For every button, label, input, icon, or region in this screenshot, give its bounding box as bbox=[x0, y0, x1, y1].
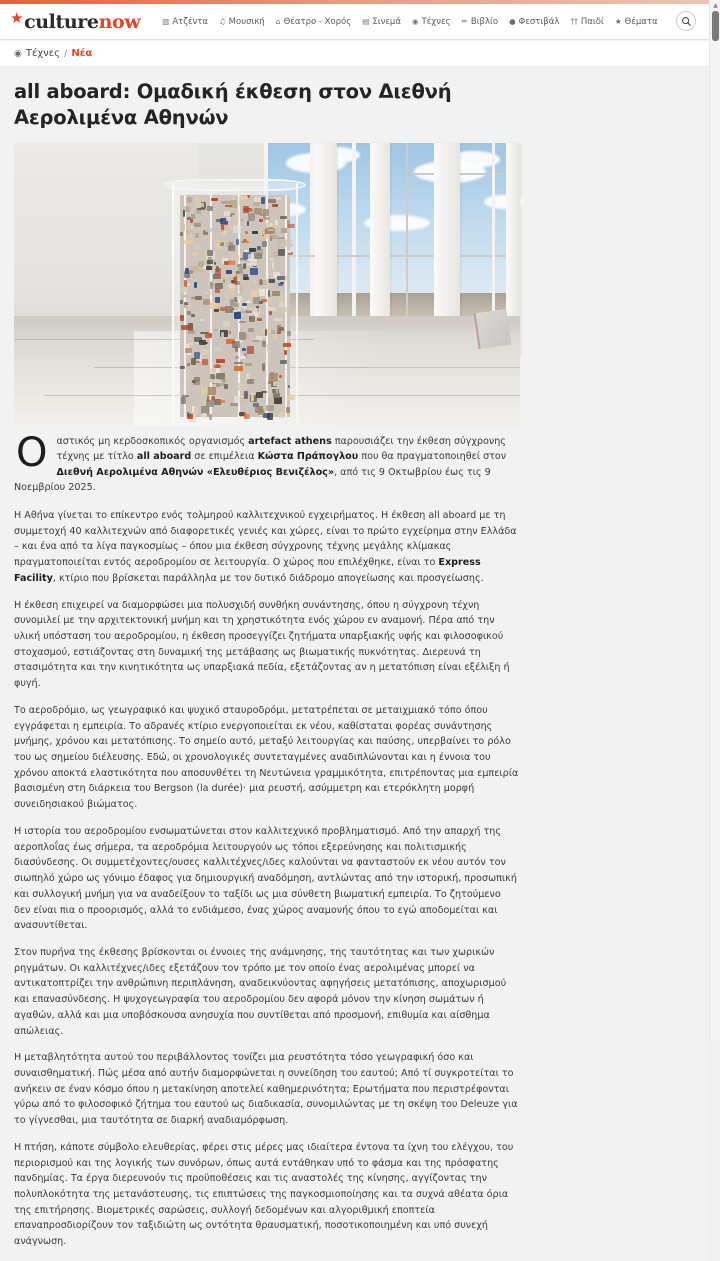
sculpture-object bbox=[250, 268, 258, 274]
sculpture-object bbox=[242, 303, 247, 307]
breadcrumb-category[interactable]: Τέχνες bbox=[25, 48, 61, 59]
sculpture-object bbox=[194, 245, 201, 250]
sculpture-object bbox=[214, 380, 221, 383]
sculpture-object bbox=[195, 296, 202, 301]
nav-item-mousiki[interactable] bbox=[219, 17, 265, 27]
scroll-up-arrow-icon[interactable]: ▲ bbox=[713, 2, 718, 9]
sculpture-object bbox=[241, 219, 243, 221]
nav-item-festival[interactable] bbox=[509, 17, 559, 27]
window-transom bbox=[412, 173, 520, 175]
sculpture-object bbox=[247, 379, 254, 384]
sculpture-object bbox=[251, 396, 253, 403]
main-navigation bbox=[162, 17, 657, 27]
sculpture-object bbox=[244, 391, 248, 399]
sculpture-object bbox=[207, 387, 216, 395]
window-transom bbox=[266, 255, 520, 257]
sculpture-object bbox=[229, 242, 233, 248]
sculpture-object bbox=[278, 249, 284, 257]
nav-label: Φεστιβάλ bbox=[518, 16, 560, 27]
sculpture-object bbox=[197, 208, 205, 211]
sculpture-object bbox=[238, 267, 243, 274]
sculpture-object bbox=[210, 374, 214, 379]
nav-label: Μουσική bbox=[228, 16, 265, 27]
film-camera-icon: ▤ bbox=[362, 16, 370, 26]
calendar-icon: ▥ bbox=[162, 16, 170, 26]
sculpture-object bbox=[180, 287, 187, 291]
theater-masks-icon: ⌂ bbox=[275, 16, 281, 26]
nav-item-paidi[interactable] bbox=[570, 17, 603, 27]
sculpture-object bbox=[192, 252, 198, 256]
nav-label: Παιδί bbox=[580, 16, 604, 27]
sculpture-object bbox=[187, 326, 191, 329]
sculpture-object bbox=[210, 282, 213, 289]
sculpture-object bbox=[191, 314, 195, 317]
sculpture-object bbox=[243, 201, 245, 203]
sculpture-object bbox=[273, 393, 281, 398]
sculpture-object bbox=[239, 321, 246, 323]
sculpture-object bbox=[268, 297, 272, 303]
sculpture-object bbox=[262, 241, 268, 247]
nav-label: Θέατρο - Χορός bbox=[283, 16, 352, 27]
article-paragraph: Η Αθήνα γίνεται το επίκεντρο ενός τολμηρού καλλιτεχνικού εγχειρήματος. Η έκθεση all aboard με τη συμμετοχή 40 καλλιτεχνών από διαφορετικές γενιές και χώρες, είναι το πρώτο εγχείρημα στην Ελλάδα – και ένα από τα λίγα παγκοσμίως – όπου μια έκθεση σύγχρονης τέχνης μεγάλης κλίμακας πραγματοποιείται εντός αεροδρομίου σε λειτουργία. Ο χώρος που επιλέχθηκε, είναι το Express Facility, κτίριο που βρίσκεται παράλληλα με τον δυτικό διάδρομο απογείωσης και προσγείωσης. bbox=[14, 509, 517, 584]
sculpture-object bbox=[225, 205, 232, 208]
sculpture-object bbox=[215, 268, 221, 275]
sculpture-object bbox=[219, 354, 221, 357]
sculpture-object bbox=[187, 283, 190, 286]
site-header bbox=[0, 4, 709, 40]
sculpture-object bbox=[195, 233, 199, 238]
sculpture-object bbox=[189, 270, 194, 275]
sculpture-object bbox=[186, 207, 190, 212]
lead-text: αστικός μη κερδοσκοπικός οργανισμός artefact athens παρουσιάζει την έκθεση σύγχρονης τέχνης με τίτλο all aboard σε επιμέλεια Κώστα Πράπογλου που θα πραγματοποιηθεί στον Διεθνή Αερολιμένα Αθηνών «Ελευθέριος Βενιζέλος», από τις 9 Οκτωβρίου έως τις 9 Νοεμβρίου 2025. bbox=[14, 435, 507, 494]
sculpture-object bbox=[215, 283, 223, 288]
sculpture-object bbox=[244, 413, 247, 419]
sculpture-object bbox=[239, 196, 248, 200]
sculpture-hanging-objects bbox=[180, 195, 290, 417]
window-mullion bbox=[406, 143, 408, 343]
sculpture-object bbox=[247, 306, 256, 311]
sculpture-object bbox=[224, 384, 228, 389]
sculpture-object bbox=[268, 290, 270, 296]
sculpture-object bbox=[273, 252, 278, 258]
sculpture-object bbox=[217, 206, 220, 209]
sculpture-object bbox=[225, 306, 233, 313]
sculpture-object bbox=[185, 348, 191, 353]
search-icon bbox=[681, 16, 692, 27]
sculpture-object bbox=[270, 336, 273, 341]
sculpture-object bbox=[234, 312, 241, 319]
sculpture-object bbox=[224, 261, 229, 265]
sculpture-object bbox=[286, 244, 293, 247]
sculpture-object bbox=[205, 228, 212, 232]
sculpture-object bbox=[197, 310, 202, 318]
sculpture-object bbox=[279, 327, 284, 331]
sculpture-object bbox=[224, 411, 228, 413]
sculpture-object bbox=[215, 297, 220, 303]
article-paragraph: Η πτήση, κάποτε σύμβολο ελευθερίας, φέρει στις μέρες μας ιδιαίτερα έντονα τα ίχνη του ελέγχου, του περιορισμού και της λογικής των συνόρων, όπως αυτά εντάθηκαν υπό το φάσμα και της πρόσφατης πανδημίας. Τα έργα διερευνούν τις προϋποθέσεις και τις αναστολές της κίνησης, αγγίζοντας την πολυπλοκότητα της μετανάστευσης, τις επιπτώσεις της παγκοσμιοποίησης και τα συχνά αθέατα όρια της επιτήρησης. Βιομετρικές σαρώσεις, συλλογή δεδομένων και αλγοριθμική εποπτεία επαναπροσδιορίζουν τον ταξιδιώτη ως οντότητα θραυσματική, ποσοτικοποιημένη και υπό συνεχή ανάγνωση. bbox=[14, 1141, 514, 1248]
sculpture-object bbox=[281, 228, 287, 232]
sculpture-object bbox=[247, 346, 254, 354]
sculpture-object bbox=[234, 362, 243, 364]
sculpture-object bbox=[262, 341, 266, 347]
sculpture-object bbox=[180, 366, 185, 369]
sculpture-object bbox=[246, 414, 250, 419]
sculpture-object bbox=[233, 225, 242, 233]
breadcrumb-separator: / bbox=[64, 48, 68, 59]
sculpture-object bbox=[252, 340, 259, 342]
sculpture-object bbox=[284, 350, 287, 355]
sculpture-object bbox=[190, 232, 192, 237]
sculpture-object bbox=[211, 198, 217, 201]
sculpture-object bbox=[268, 199, 276, 204]
eye-icon: ◉ bbox=[14, 48, 22, 59]
star-icon: ★ bbox=[10, 9, 24, 27]
sculpture-object bbox=[267, 350, 271, 353]
sculpture-object bbox=[280, 216, 287, 219]
article-paragraph: Το αεροδρόμιο, ως γεωγραφικό και ψυχικό σταυροδρόμι, μετατρέπεται σε μεταιχμιακό τόπο όπου εγγράφεται η εμπειρία. Το αδρανές κτίριο ενεργοποιείται εκ νέου, καθίσταται φορέας συνάντησης μνήμης, χρόνου και μετατόπισης. Το σημείο αυτό, μεταξύ λειτουργίας και παύσης, υπερβαίνει το ρόλο του ως σημείου διέλευσης. Εδώ, οι χρονολογικές συντεταγμένες αναδιπλώνονται και η έννοια του χρόνου αποκτά ελαστικότητα που αποσυνθέτει τη Νευτώνεια γραμμικότητα, επιτρέποντας μια εμπειρία βασισμένη στη διάρκεια του Bergson (la durée)· μια ρευστή, ασύμμετρη και ετερόκλητη μορφή συνειδησιακού βιώματος. bbox=[14, 704, 519, 811]
sculpture-object bbox=[287, 395, 294, 400]
sculpture-object bbox=[198, 261, 204, 267]
nav-label: Θέματα bbox=[624, 16, 658, 27]
sculpture-object bbox=[257, 246, 261, 249]
sculpture-object bbox=[239, 332, 247, 339]
sculpture-object bbox=[234, 213, 239, 219]
sculpture-object bbox=[187, 197, 192, 202]
sculpture-object bbox=[207, 250, 213, 256]
sculpture-object bbox=[202, 359, 207, 364]
sculpture-object bbox=[249, 209, 252, 212]
sculpture-object bbox=[283, 343, 291, 347]
sculpture-object bbox=[197, 203, 205, 207]
sculpture-object bbox=[232, 269, 236, 277]
sculpture-object bbox=[277, 239, 286, 247]
sculpture-object bbox=[279, 375, 282, 378]
sculpture-object bbox=[181, 397, 186, 404]
sculpture-object bbox=[273, 382, 280, 386]
sculpture-object bbox=[190, 219, 193, 223]
sculpture-object bbox=[287, 250, 291, 253]
sculpture-object bbox=[269, 311, 273, 315]
eye-icon: ◉ bbox=[411, 16, 419, 26]
sculpture-object bbox=[258, 409, 264, 414]
sculpture-object bbox=[277, 276, 285, 280]
sculpture-object bbox=[226, 270, 232, 274]
sculpture-object bbox=[259, 219, 263, 222]
sculpture-object bbox=[280, 360, 287, 364]
sculpture-object bbox=[194, 223, 201, 228]
sculpture-object bbox=[253, 261, 257, 266]
sculpture-object bbox=[262, 363, 265, 371]
breadcrumb bbox=[0, 41, 709, 67]
sculpture-object bbox=[274, 318, 282, 322]
sculpture-object bbox=[248, 294, 251, 301]
sculpture-object bbox=[240, 356, 246, 360]
nav-label: Τέχνες bbox=[421, 16, 451, 27]
sculpture-object bbox=[207, 206, 214, 211]
site-logo[interactable] bbox=[10, 11, 140, 33]
book-icon: ✏ bbox=[461, 16, 468, 26]
article-hero-image bbox=[14, 143, 520, 426]
sculpture-object bbox=[188, 330, 195, 334]
drop-cap: Ο bbox=[16, 429, 48, 476]
sculpture-object bbox=[270, 372, 274, 379]
nav-item-vivlio[interactable] bbox=[462, 17, 499, 27]
sculpture-object bbox=[215, 288, 220, 292]
sculpture-object bbox=[214, 365, 221, 368]
sculpture-object bbox=[184, 240, 192, 243]
kids-icon: †† bbox=[570, 16, 578, 26]
sculpture-object bbox=[272, 204, 278, 207]
sculpture-object bbox=[239, 285, 243, 292]
sculpture-object bbox=[274, 397, 282, 404]
sculpture-object bbox=[191, 226, 193, 229]
sculpture-object bbox=[253, 202, 260, 207]
sculpture-object bbox=[282, 307, 287, 313]
sculpture-object bbox=[267, 413, 274, 421]
article-lead-paragraph bbox=[14, 429, 520, 496]
sculpture-object bbox=[261, 197, 265, 204]
article-paragraph: Στον πυρήνα της έκθεσης βρίσκονται οι έννοιες της ανάμνησης, της ταυτότητας και των χωρικών ρηγμάτων. Οι καλλιτέχνες/ιδες εξετάζουν τον τρόπο με τον οποίο ένας αερολιμένας μπορεί να αντικατοπτρίζει την ανθρώπινη περιπλάνηση, αναδεικνύοντας αφηγήσεις μετατόπισης, αποχωρισμού και επανασύνδεσης. Η ψυχογεωγραφία του αεροδρομίου δεν αφορά μόνον την κίνηση σωμάτων ή αγαθών, αλλά και μια υποβόσκουσα ανησυχία που συντίθεται από προσμονή, επιθυμία και αίσθημα απώλειας. bbox=[14, 946, 507, 1037]
sculpture-object bbox=[268, 229, 274, 231]
sculpture-object bbox=[223, 279, 226, 283]
nav-item-technes[interactable] bbox=[412, 17, 451, 27]
page-scrollbar[interactable] bbox=[709, 0, 720, 1040]
sculpture-object bbox=[214, 240, 222, 243]
sculpture-object bbox=[221, 232, 225, 237]
article-paragraph: Η έκθεση επιχειρεί να διαμορφώσει μια πολυσχιδή συνθήκη συνάντησης, όπου η σύγχρονη τέχνη συνομιλεί με την αρχιτεκτονική μνήμη και τη χρηστικότητα ενός χώρου εν αναμονή. Πέρα από την υλική υπόσταση του αεροδρομίου, η έκθεση προσεγγίζει ζητήματα υπαρξιακής υφής και φιλοσοφικού στοχασμού, εστιάζοντας στη δυναμική της μετάβασης ως βιωματικής πυκνότητας. Διερευνά τη στασιμότητα και την κινητικότητα ως υπαρξιακά πεδία, εξετάζοντας αν η μετατόπιση είναι εξέλιξη ή φυγή. bbox=[14, 599, 510, 690]
sculpture-object bbox=[209, 414, 212, 420]
sculpture-object bbox=[243, 263, 246, 269]
breadcrumb-current[interactable]: Νέα bbox=[71, 48, 93, 59]
sculpture-object bbox=[201, 387, 208, 394]
sculpture-object bbox=[235, 356, 239, 359]
sculpture-object bbox=[232, 341, 240, 347]
sculpture-object bbox=[180, 315, 184, 321]
sculpture-object bbox=[205, 333, 212, 338]
sculpture-object bbox=[280, 282, 284, 284]
sculpture-object bbox=[236, 239, 238, 245]
sculpture-object bbox=[238, 383, 244, 391]
sculpture-object bbox=[252, 231, 258, 234]
sculpture-object bbox=[194, 377, 201, 383]
sculpture-object bbox=[213, 408, 217, 412]
sculpture-object bbox=[259, 301, 263, 304]
sculpture-object bbox=[247, 263, 252, 266]
sculpture-object bbox=[224, 211, 230, 216]
sculpture-object bbox=[200, 349, 208, 355]
sculpture-object bbox=[241, 241, 249, 243]
sculpture-object bbox=[248, 328, 254, 332]
sculpture-object bbox=[269, 235, 277, 239]
sculpture-object bbox=[247, 221, 250, 226]
sculpture-object bbox=[248, 213, 256, 220]
sculpture-object bbox=[199, 340, 206, 345]
sculpture-object bbox=[184, 344, 190, 348]
sculpture-object bbox=[223, 301, 228, 303]
sculpture-object bbox=[187, 363, 190, 366]
sculpture-object bbox=[191, 358, 196, 365]
sculpture-object bbox=[230, 299, 234, 305]
sculpture-object bbox=[220, 400, 225, 403]
sculpture-object bbox=[266, 223, 270, 228]
nav-item-theatro-horos[interactable] bbox=[276, 17, 351, 27]
hanging-artwork bbox=[474, 309, 512, 349]
page-title: all aboard: Ομαδική έκθεση στον Διεθνή Αερολιμένα Αθηνών bbox=[14, 80, 452, 129]
sculpture-object bbox=[229, 331, 231, 334]
sculpture-object bbox=[254, 280, 256, 285]
sculpture-object bbox=[180, 232, 183, 236]
sculpture-object bbox=[187, 413, 190, 416]
sculpture-object bbox=[187, 371, 190, 378]
sculpture-object bbox=[286, 407, 290, 413]
sculpture-object bbox=[230, 403, 238, 407]
sculpture-object bbox=[216, 373, 225, 379]
sculpture-object bbox=[214, 329, 218, 331]
sculpture-object bbox=[205, 292, 212, 294]
sculpture-object bbox=[191, 318, 195, 321]
sculpture-object bbox=[226, 217, 231, 221]
scrollbar-thumb[interactable] bbox=[712, 11, 719, 41]
music-note-icon: ♫ bbox=[218, 16, 226, 26]
sculpture-object bbox=[208, 257, 212, 260]
sculpture-object bbox=[200, 319, 205, 321]
sculpture-object bbox=[221, 332, 224, 339]
sculpture-top-ring bbox=[164, 179, 306, 191]
sculpture-object bbox=[221, 201, 230, 203]
sculpture-object bbox=[242, 348, 246, 351]
sculpture-object bbox=[224, 275, 230, 277]
article-paragraph: Η μεταβλητότητα αυτού του περιβάλλοντος τονίζει μια ρευστότητα τόσο γεωγραφική όσο και συναισθηματική. Πώς μέσα από αυτήν διαμορφώνεται η συνείδηση του εαυτού; Από τί συγκροτείται το ανήκειν σε έναν κόσμο όπου η μετακίνηση αποτελεί καθημερινότητα; Ερωτήματα που περιστρέφονται γύρω από το φιλοσοφικό ζήτημα του εαυτού ως διαδικασία, συνομιλώντας με τη σκέψη του Deleuze για το γίγνεσθαι, μια ταυτότητα σε διαρκή αναδιαμόρφωση. bbox=[14, 1052, 518, 1127]
window-mullion bbox=[352, 143, 356, 343]
sculpture-object bbox=[194, 407, 198, 414]
hero-illustration bbox=[14, 143, 520, 426]
sculpture-object bbox=[258, 328, 261, 331]
sculpture-object bbox=[180, 294, 185, 298]
sculpture-object bbox=[207, 396, 209, 402]
nav-item-themata[interactable] bbox=[615, 17, 658, 27]
sculpture-object bbox=[231, 255, 238, 261]
article-body bbox=[14, 508, 695, 1250]
sculpture-object bbox=[180, 300, 183, 304]
article-container bbox=[0, 67, 709, 1261]
sculpture-object bbox=[271, 224, 276, 228]
sculpture-object bbox=[272, 262, 274, 268]
sculpture-object bbox=[254, 253, 262, 259]
sculpture-object bbox=[216, 359, 224, 364]
star-icon: ★ bbox=[614, 16, 622, 26]
logo-text-culture: culture bbox=[24, 10, 99, 33]
nav-item-atzenta[interactable] bbox=[162, 17, 208, 27]
sculpture-object bbox=[271, 330, 275, 334]
sculpture-object bbox=[194, 282, 197, 288]
sculpture-object bbox=[254, 208, 263, 214]
logo-text-now: now bbox=[98, 10, 141, 33]
sculpture-object bbox=[288, 224, 295, 226]
sculpture-object bbox=[243, 277, 249, 280]
article-paragraph: Η ιστορία του αεροδρομίου ενσωματώνεται στον καλλιτεχνικό προβληματισμό. Από την απαρχή της αεροπλοΐας έως σήμερα, τα αεροδρόμια λειτουργούν ως τόποι εξερεύνησης και πολιτισμικής διασύνδεσης. Οι συμμετέχοντες/ουσες καλλιτέχνες/ιδες καλούνται να φανταστούν εκ νέου αυτόν τον σιωπηλό χώρο ως γόνιμο έδαφος για δημιουργική αναδόμηση, αντλώντας από την ιστορική, προσωπική και συλλογική μνήμη για να αναδείξουν το ταξίδι ως μια σύνθετη βιωματική εμπειρία. Το ζητούμενο δεν είναι πια ο προορισμός, αλλά το ενδιάμεσο, ένας χώρος αναμονής όπου το εγώ αποδομείται και ανασυντίθεται. bbox=[14, 825, 517, 932]
sculpture-object bbox=[269, 258, 274, 261]
nav-label: Βιβλίο bbox=[470, 16, 499, 27]
sculpture-object bbox=[245, 363, 252, 366]
sculpture-object bbox=[272, 291, 280, 296]
nav-label: Σινεμά bbox=[372, 16, 401, 27]
sculpture-object bbox=[275, 406, 283, 411]
sculpture-object bbox=[249, 248, 256, 251]
sculpture-object bbox=[288, 385, 291, 389]
sculpture-object bbox=[245, 231, 248, 234]
sculpture-object bbox=[214, 347, 222, 351]
sculpture-object bbox=[207, 260, 214, 264]
sculpture-object bbox=[236, 307, 244, 310]
sculpture-object bbox=[202, 413, 207, 417]
festival-icon: ● bbox=[509, 16, 516, 26]
sculpture-object bbox=[187, 311, 191, 316]
sculpture-object bbox=[264, 234, 270, 240]
sculpture-object bbox=[287, 331, 290, 336]
sculpture-object bbox=[257, 318, 262, 322]
nav-item-sinema[interactable] bbox=[362, 17, 401, 27]
sculpture-object bbox=[263, 213, 267, 219]
sculpture-object bbox=[279, 412, 283, 418]
sculpture-object bbox=[224, 225, 232, 230]
sculpture-object bbox=[263, 278, 270, 286]
nav-label: Ατζέντα bbox=[172, 16, 208, 27]
sculpture-object bbox=[266, 405, 274, 411]
floor-seam bbox=[94, 367, 520, 368]
search-button[interactable] bbox=[676, 11, 696, 31]
sculpture-object bbox=[228, 288, 235, 294]
sculpture-object bbox=[184, 305, 191, 309]
sculpture-object bbox=[259, 289, 265, 296]
sculpture-object bbox=[223, 321, 230, 327]
sculpture-object bbox=[234, 366, 243, 371]
